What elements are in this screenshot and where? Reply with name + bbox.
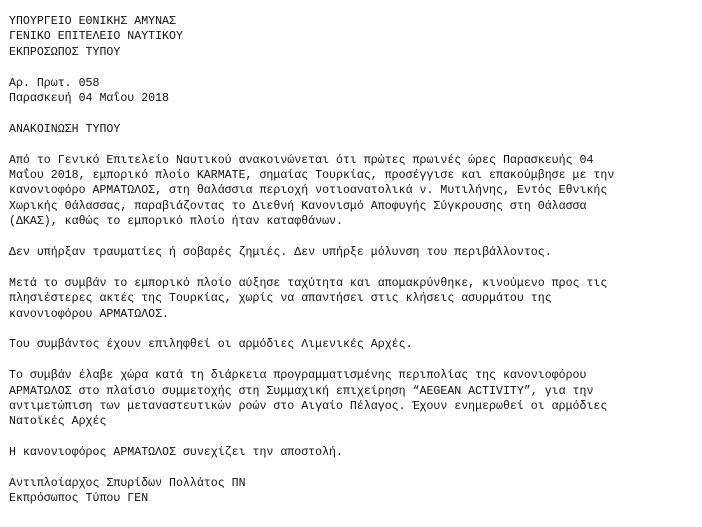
paragraph-damage — [9, 245, 697, 260]
spacer — [9, 430, 697, 445]
paragraph-line: Νατοϊκές Αρχές — [9, 415, 107, 429]
signatory-name: Αντιπλοίαρχος Σπυρίδων Πολλάτος ΠΝ — [9, 477, 246, 491]
document-title: ΑΝΑΚΟΙΝΩΣΗ ΤΥΠΟΥ — [9, 122, 121, 136]
signature-block — [9, 476, 697, 507]
press-release-document — [9, 14, 697, 507]
spacer — [9, 461, 697, 476]
issuer-header — [9, 14, 697, 60]
paragraph-line: Μετά το συμβάν το εμπορικό πλοίο αύξησε ταχύτητα και απομακρύνθηκε, κινούμενο προς τις — [9, 276, 608, 290]
paragraph-line: (ΔΚΑΣ), καθώς το εμπορικό πλοίο ήταν καταφθάνων. — [9, 215, 343, 229]
paragraph-context — [9, 368, 697, 430]
paragraph-line: πλησιέστερες ακτές της Τουρκίας, χωρίς να απαντήσει στις κλήσεις ασυρμάτου της — [9, 292, 552, 306]
paragraph-incident — [9, 153, 697, 230]
spacer — [9, 60, 697, 75]
paragraph-line: Το συμβάν έλαβε χώρα κατά τη διάρκεια προγραμματισμένης περιπολίας της κανονιοφόρου — [9, 369, 587, 383]
ministry-name: ΥΠΟΥΡΓΕΙΟ ΕΘΝΙΚΗΣ ΑΜΥΝΑΣ — [9, 15, 176, 28]
paragraph-line: κανονιοφόρο ΑΡΜΑΤΩΛΟΣ, στη θαλάσσια περιοχή νοτιοανατολικά ν. Μυτιλήνης, Εντός Εθνικής — [9, 184, 608, 198]
paragraph-line: Από το Γενικό Επιτελείο Ναυτικού ανακοινώνεται ότι πρώτες πρωινές ώρες Παρασκευής 04 — [9, 153, 594, 167]
spacer — [9, 137, 697, 152]
paragraph-line: Χωρικής Θάλασσας, παραβιάζοντας το Διεθνή Κανονισμό Αποφυγής Σύγκρουσης στη Θάλασσα — [9, 199, 587, 213]
spacer — [9, 260, 697, 275]
spacer — [9, 230, 697, 245]
spacer — [9, 322, 697, 337]
document-meta — [9, 76, 697, 107]
press-office-name: ΕΚΠΡΟΣΩΠΟΣ ΤΥΠΟΥ — [9, 45, 121, 59]
document-date: Παρασκευή 04 Μαΐου 2018 — [9, 92, 170, 106]
navy-staff-name: ΓΕΝΙΚΟ ΕΠΙΤΕΛΕΙΟ ΝΑΥΤΙΚΟΥ — [9, 30, 183, 44]
paragraph-line: κανονιοφόρου ΑΡΜΑΤΩΛΟΣ. — [9, 307, 170, 321]
signatory-title: Εκπρόσωπος Τύπου ΓΕΝ — [9, 492, 149, 506]
protocol-number: Αρ. Πρωτ. 058 — [9, 76, 100, 90]
paragraph-line: Του συμβάντος έχουν επιληφθεί οι αρμόδιες Λιμενικές Αρχές. — [9, 338, 413, 352]
spacer — [9, 353, 697, 368]
paragraph-line: Μαΐου 2018, εμπορικό πλοίο KARMATE, σημαίας Τουρκίας, προσέγγισε και επακούμβησε με την — [9, 169, 615, 183]
paragraph-authorities — [9, 337, 697, 352]
paragraph-mission — [9, 445, 697, 460]
paragraph-line: Η κανονιοφόρος ΑΡΜΑΤΩΛΟΣ συνεχίζει την αποστολή. — [9, 446, 343, 460]
paragraph-departure — [9, 276, 697, 322]
paragraph-line: ΑΡΜΑΤΩΛΟΣ στο πλαίσιο συμμετοχής στη Συμμαχική επιχείρηση “AEGEAN ACTIVITY”, για την — [9, 384, 594, 398]
paragraph-line: αντιμετώπιση των μεταναστευτικών ροών στο Αιγαίο Πέλαγος. Έχουν ενημερωθεί οι αρμόδιες — [9, 400, 608, 414]
spacer — [9, 106, 697, 121]
paragraph-line: Δεν υπήρξαν τραυματίες ή σοβαρές ζημιές. Δεν υπήρξε μόλυνση του περιβάλλοντος. — [9, 246, 552, 260]
